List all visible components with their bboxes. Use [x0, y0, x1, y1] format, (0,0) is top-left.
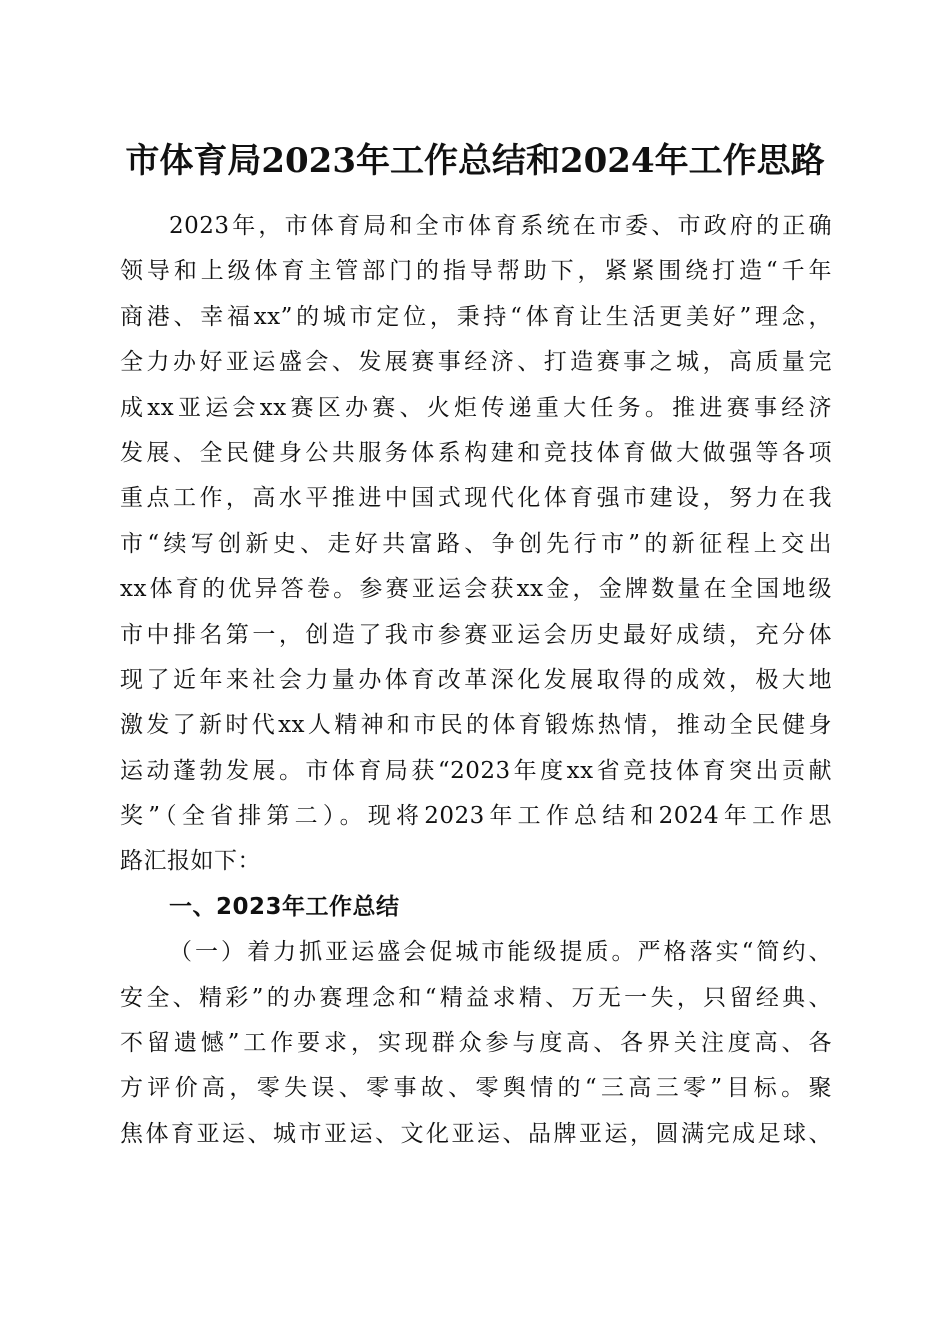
paragraph-line: 全力办好亚运盛会、发展赛事经济、打造赛事之城，高质量完 — [120, 349, 832, 376]
paragraph-line: 激发了新时代xx人精神和市民的体育锻炼热情，推动全民健身 — [120, 712, 832, 739]
paragraph-line: 方评价高，零失误、零事故、零舆情的“三高三零”目标。聚 — [120, 1075, 832, 1102]
paragraph-line: 焦体育亚运、城市亚运、文化亚运、品牌亚运，圆满完成足球、 — [120, 1120, 832, 1147]
paragraph-line: 路汇报如下： — [120, 848, 261, 875]
paragraph-line: 成xx亚运会xx赛区办赛、火炬传递重大任务。推进赛事经济 — [120, 394, 832, 421]
paragraph-line: （一）着力抓亚运盛会促城市能级提质。严格落实“简约、 — [169, 939, 832, 966]
paragraph-line: 重点工作，高水平推进中国式现代化体育强市建设，努力在我 — [120, 485, 832, 512]
paragraph-line: 市“续写创新史、走好共富路、争创先行市”的新征程上交出 — [120, 530, 832, 557]
paragraph-line: 安全、精彩”的办赛理念和“精益求精、万无一失，只留经典、 — [120, 984, 832, 1011]
paragraph-line: 发展、全民健身公共服务体系构建和竞技体育做大做强等各项 — [120, 439, 832, 466]
paragraph-line: 不留遗憾”工作要求，实现群众参与度高、各界关注度高、各 — [120, 1030, 832, 1057]
section-paragraph — [120, 930, 832, 1157]
paragraph-line: 领导和上级体育主管部门的指导帮助下，紧紧围绕打造“千年 — [120, 258, 832, 285]
document-body — [120, 204, 832, 1157]
section-heading: 一、2023年工作总结 — [169, 893, 400, 920]
paragraph-line: 现了近年来社会力量办体育改革深化发展取得的成效，极大地 — [120, 666, 832, 693]
paragraph-line: 奖”（全省排第二）。现将2023年工作总结和2024年工作思 — [120, 803, 832, 830]
paragraph-line: 市中排名第一，创造了我市参赛亚运会历史最好成绩，充分体 — [120, 621, 832, 648]
paragraph-line: 运动蓬勃发展。市体育局获“2023年度xx省竞技体育突出贡献 — [120, 757, 832, 784]
paragraph-line: xx体育的优异答卷。参赛亚运会获xx金，金牌数量在全国地级 — [120, 576, 832, 603]
intro-paragraph — [120, 204, 832, 885]
paragraph-line: 商港、幸福xx”的城市定位，秉持“体育让生活更美好”理念， — [120, 303, 832, 330]
paragraph-line: 2023年，市体育局和全市体育系统在市委、市政府的正确 — [169, 213, 832, 239]
document-title: 市体育局2023年工作总结和2024年工作思路 — [125, 141, 825, 181]
